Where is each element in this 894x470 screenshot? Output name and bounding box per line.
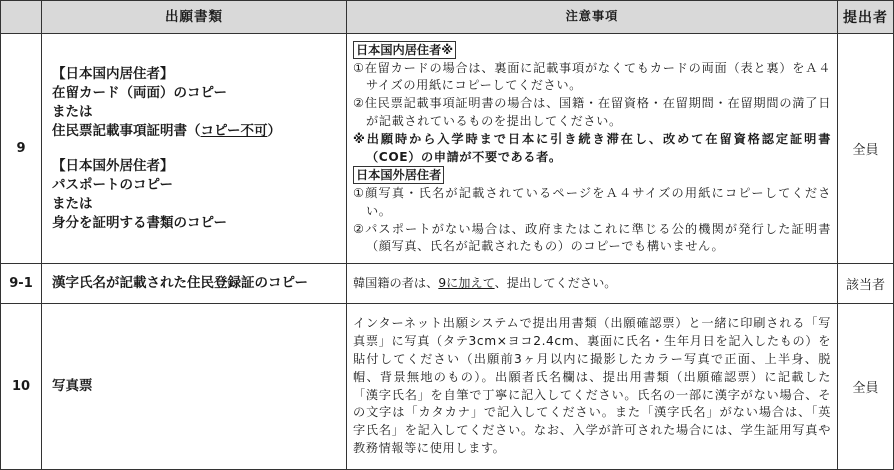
- abroad-heading: 【日本国外居住者】: [52, 157, 174, 174]
- doc-line: パスポートのコピー: [52, 176, 173, 193]
- note-item: ①顔写真・氏名が記載されているページをＡ４サイズの用紙にコピーしてください。: [353, 186, 831, 218]
- note-text: 韓国籍の者は、: [353, 275, 439, 290]
- document-cell: [42, 34, 347, 264]
- row-number: 9-1: [1, 264, 42, 304]
- header-documents: 出願書類: [42, 1, 347, 34]
- note-item: ①在留カードの場合は、裏面に記載事項がなくてもカードの両面（表と裏）をＡ４サイズの用紙にコピーしてください。: [353, 60, 832, 93]
- doc-line: [52, 122, 336, 141]
- header-submitter: 提出者: [838, 1, 894, 34]
- note-text: 、提出してください。: [494, 275, 617, 290]
- abroad-label: 日本国外居住者: [353, 166, 444, 184]
- document-cell: 漢字氏名が記載された住民登録証のコピー: [42, 264, 347, 304]
- table-header-row: [1, 1, 894, 34]
- domestic-heading: 【日本国内居住者】: [52, 65, 174, 82]
- table-row: [1, 34, 894, 264]
- notes-cell: [347, 34, 838, 264]
- submitter-cell: 該当者: [838, 264, 894, 304]
- doc-line: 在留カード（両面）のコピー: [52, 84, 227, 101]
- no-copy-note: コピー不可: [200, 122, 268, 139]
- domestic-label: 日本国内居住者※: [353, 41, 456, 59]
- submitter-cell: 全員: [838, 304, 894, 470]
- row-number: 9: [1, 34, 42, 264]
- note-item: ②住民票記載事項証明書の場合は、国籍・在留資格・在留期間・在留期間の満了日が記載されているものを提出してください。: [353, 96, 832, 128]
- table-row: [1, 304, 894, 470]
- notes-cell: [347, 264, 838, 304]
- doc-line: または: [52, 195, 93, 212]
- doc-line: または: [52, 103, 93, 120]
- note-item: ②パスポートがない場合は、政府またはこれに準じる公的機関が発行した証明書（顔写真、氏名が記載されたもの）のコピーでも構いません。: [353, 221, 831, 254]
- header-number: [1, 1, 42, 34]
- notes-cell: インターネット出願システムで提出用書類（出願確認票）と一緒に印刷される「写真票」に写真（タテ3cm×ヨコ2.4cm、裏面に氏名・生年月日を記入したもの）を貼付してください（出願前3ヶ月以内に撮影したカラー写真で正面、上半身、脱帽、背景無地のもの）。出願者氏名欄は、提出用書類（出願確認票）に記載した「漢字氏名」を自筆で丁寧に記入してください。氏名の一部に漢字がない場合、その文字は「カタカナ」で記入してください。また「漢字氏名」がない場合は、「英字氏名」を記入してください。なお、入学が許可された場合には、学生証用写真や教務情報等に使用します。: [347, 304, 838, 470]
- submitter-cell: 全員: [838, 34, 894, 264]
- reference-note: 9に加えて: [438, 275, 495, 290]
- doc-text: 住民票記載事項証明書（: [52, 122, 201, 139]
- header-notes: 注意事項: [347, 1, 838, 34]
- row-number: 10: [1, 304, 42, 470]
- doc-line: 身分を証明する書類のコピー: [52, 214, 227, 231]
- doc-text: ）: [267, 122, 281, 139]
- note-emphasis: ※出願時から入学時まで日本に引き続き滞在し、改めて在留資格認定証明書（COE）の申請が不要である者。: [353, 131, 831, 164]
- document-cell: 写真票: [42, 304, 347, 470]
- table-row: [1, 264, 894, 304]
